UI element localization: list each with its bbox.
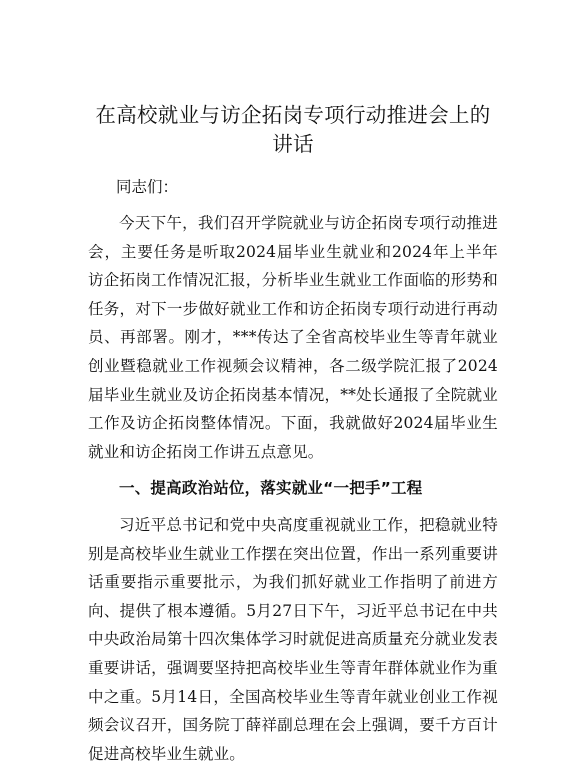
paragraph-intro: 今天下午，我们召开学院就业与访企拓岗专项行动推进会，主要任务是听取2024届毕业生就业和2024年上半年访企拓岗工作情况汇报，分析毕业生就业工作面临的形势和任务，对下一步做好就业工作和访企拓岗专项行动进行再动员、再部署。刚才，***传达了全省高校毕业生等青年就业创业暨稳就业工作视频会议精神，各二级学院汇报了2024届毕业生就业及访企拓岗基本情况，**处长通报了全院就业工作及访企拓岗整体情况。下面，我就做好2024届毕业生就业和访企拓岗工作讲五点意见。	[88, 214, 498, 461]
section-heading: 一、提高政治站位，落实就业“一把手”工程	[119, 479, 423, 498]
paragraph-section-one: 习近平总书记和党中央高度重视就业工作，把稳就业特别是高校毕业生就业工作摆在突出位置，作出一系列重要讲话重要指示重要批示，为我们抓好就业工作指明了前进方向、提供了根本遵循。5月27日下午，习近平总书记在中共中央政治局第十四次集体学习时就促进高质量充分就业发表重要讲话，强调要坚持把高校毕业生等青年群体就业作为重中之重。5月14日，全国高校毕业生等青年就业创业工作视频会议召开，国务院丁薛祥副总理在会上强调，要千方百计促进高校毕业生就业。	[88, 515, 498, 763]
document-title: 在高校就业与访企拓岗专项行动推进会上的讲话	[95, 103, 491, 156]
salutation: 同志们：	[116, 178, 179, 196]
